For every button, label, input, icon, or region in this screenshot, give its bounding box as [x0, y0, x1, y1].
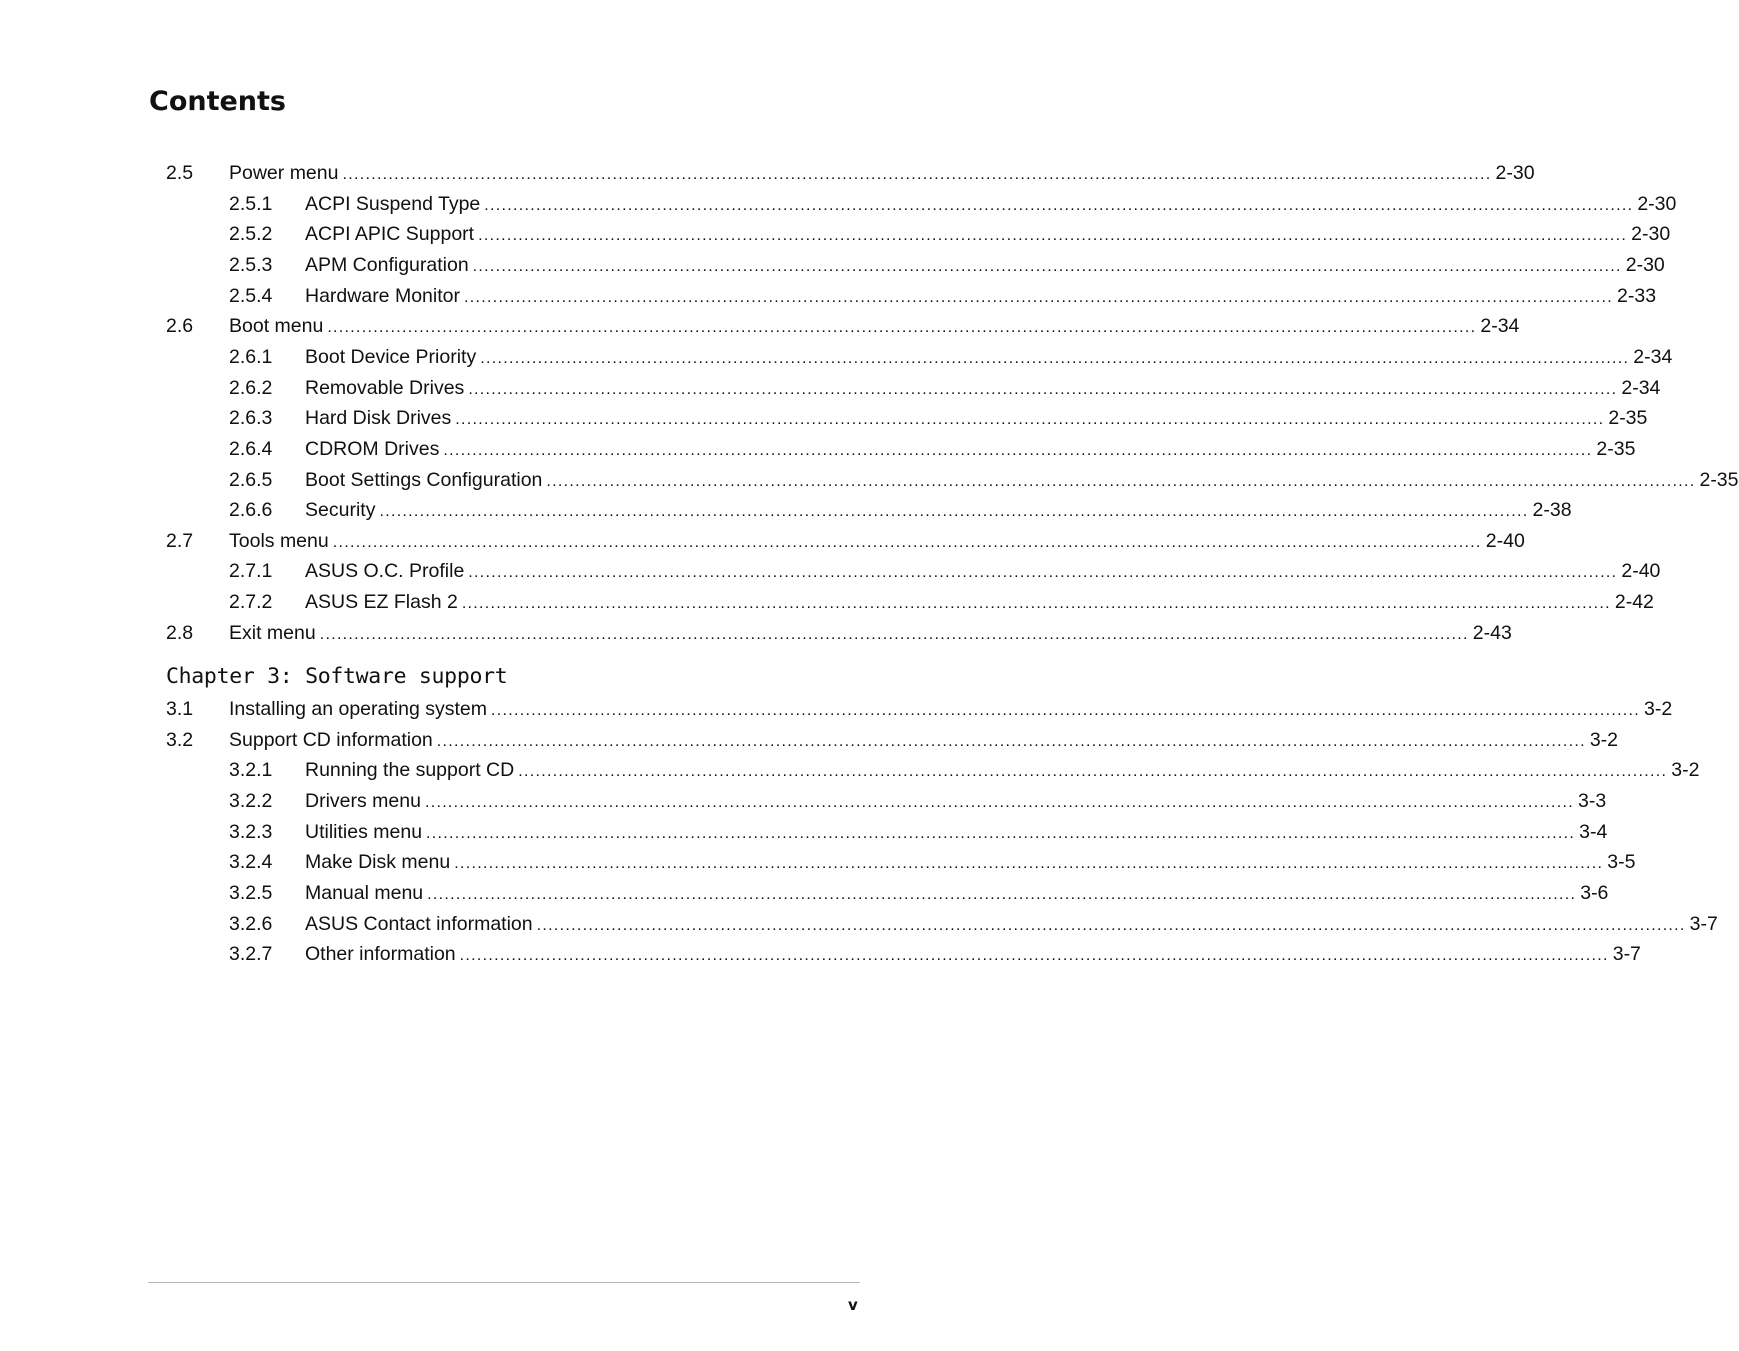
toc-entry-label: Exit menu	[229, 621, 316, 644]
toc-entry-label: Other information	[305, 943, 456, 966]
toc-entry-number: 2.6.1	[229, 345, 273, 368]
toc-entry-page: 3-3	[1578, 789, 1607, 812]
toc-leader-dots: ........................................................................................................................................................................................................	[546, 472, 1696, 490]
toc-entry-number: 3.2.2	[229, 789, 273, 812]
toc-entry-number: 2.7.2	[229, 591, 273, 614]
page-number: v	[848, 1296, 858, 1314]
toc-leader-dots: ........................................................................................................................................................................................................	[461, 595, 1611, 613]
toc-leader-dots: ........................................................................................................................................................................................................	[518, 763, 1668, 781]
toc-entry-label: Manual menu	[305, 881, 424, 904]
toc-entry-number: 3.2.6	[229, 912, 273, 935]
toc-entry-page: 3-7	[1612, 943, 1641, 966]
toc-leader-dots: ........................................................................................................................................................................................................	[327, 319, 1477, 337]
toc-entry-number: 2.5.4	[229, 284, 273, 307]
toc-leader-dots: ........................................................................................................................................................................................................	[454, 855, 1604, 873]
toc-entry-page: 3-6	[1580, 881, 1609, 904]
toc-entry-page: 2-30	[1625, 253, 1665, 276]
toc-entry-label: Make Disk menu	[305, 851, 451, 874]
toc-entry-number: 2.8	[166, 621, 194, 644]
toc-entry-number: 3.2	[166, 728, 194, 751]
toc-leader-dots: ........................................................................................................................................................................................................	[478, 227, 1628, 245]
toc-entry-label: Hardware Monitor	[305, 284, 460, 307]
toc-entry-number: 2.5	[166, 162, 194, 184]
toc-entry	[166, 311, 1520, 341]
toc-entry-page: 2-34	[1633, 345, 1673, 368]
toc-entry-number: 3.2.7	[229, 943, 273, 966]
toc-entry-page: 2-35	[1699, 468, 1739, 491]
toc-entry-label: Boot Settings Configuration	[305, 468, 543, 491]
toc-entry	[229, 847, 1636, 877]
toc-entry-number: 2.6.4	[229, 437, 273, 460]
toc-entry	[229, 587, 1654, 617]
toc-entry-page: 2-34	[1621, 376, 1661, 399]
toc-entry-label: Utilities menu	[305, 820, 423, 843]
toc-leader-dots: ........................................................................................................................................................................................................	[426, 824, 1576, 842]
toc-entry-page: 3-2	[1671, 759, 1700, 782]
toc-entry	[229, 342, 1673, 372]
toc-entry	[229, 878, 1609, 908]
toc-entry	[229, 373, 1661, 403]
toc-entry-number: 3.2.5	[229, 881, 273, 904]
toc-entry-page: 3-2	[1644, 698, 1673, 720]
toc-leader-dots: ........................................................................................................................................................................................................	[424, 793, 1575, 811]
toc-entry-number: 2.6.3	[229, 407, 273, 430]
toc-entry-label: Running the support CD	[305, 759, 515, 782]
toc-leader-dots: ........................................................................................................................................................................................................	[468, 380, 1618, 398]
toc-leader-dots: ........................................................................................................................................................................................................	[455, 411, 1605, 429]
toc-entry-page: 3-4	[1579, 820, 1608, 843]
toc-entry-label: CDROM Drives	[305, 437, 440, 460]
toc-entry-number: 2.6.2	[229, 376, 273, 399]
toc-entry	[229, 556, 1661, 586]
toc-leader-dots: ........................................................................................................................................................................................................	[490, 702, 1641, 719]
toc-leader-dots: ........................................................................................................................................................................................................	[436, 732, 1586, 750]
toc-leader-dots: ........................................................................................................................................................................................................	[427, 885, 1577, 903]
toc-leader-dots: ........................................................................................................................................................................................................	[484, 196, 1634, 214]
toc-entry-number: 2.7.1	[229, 560, 273, 583]
toc-entry	[166, 694, 1673, 724]
toc-entry-number: 3.1	[166, 698, 194, 720]
toc-leader-dots: ........................................................................................................................................................................................................	[468, 564, 1618, 582]
toc-entry-number: 3.2.1	[229, 759, 273, 782]
toc-entry-label: ACPI Suspend Type	[305, 192, 481, 215]
toc-entry-page: 2-40	[1621, 560, 1661, 583]
toc-leader-dots: ........................................................................................................................................................................................................	[463, 288, 1614, 306]
toc-entry	[229, 434, 1636, 464]
toc-entry	[166, 158, 1535, 188]
toc-entry	[229, 403, 1648, 433]
toc-entry-label: Tools menu	[229, 529, 329, 552]
toc-entry-label: Removable Drives	[305, 376, 465, 399]
toc-entry-page: 3-5	[1607, 851, 1636, 874]
toc-entry	[229, 786, 1607, 816]
toc-entry	[166, 526, 1525, 556]
toc-entry	[229, 219, 1671, 249]
toc-leader-dots: ........................................................................................................................................................................................................	[472, 257, 1622, 275]
toc-entry	[166, 618, 1512, 648]
chapter-3-heading: Chapter 3: Software support	[166, 664, 508, 689]
toc-entry-page: 2-42	[1614, 591, 1654, 614]
toc-entry	[229, 465, 1739, 495]
toc-entry-label: Hard Disk Drives	[305, 407, 452, 430]
toc-entry-label: Boot menu	[229, 315, 324, 338]
toc-entry-label: ACPI APIC Support	[305, 223, 475, 246]
toc-entry-number: 2.5.1	[229, 192, 273, 215]
toc-entry-label: Installing an operating system	[229, 698, 487, 720]
toc-leader-dots: ........................................................................................................................................................................................................	[480, 349, 1630, 367]
toc-entry-number: 3.2.3	[229, 820, 273, 843]
toc-entry-number: 2.6.6	[229, 499, 273, 522]
toc-entry-label: Drivers menu	[305, 789, 421, 812]
toc-entry-number: 2.5.2	[229, 223, 273, 246]
toc-entry-page: 2-33	[1617, 284, 1657, 307]
toc-entry-page: 2-40	[1485, 529, 1525, 552]
toc-entry	[229, 817, 1608, 847]
toc-entry	[229, 909, 1718, 939]
toc-entry	[229, 939, 1641, 969]
toc-entry-number: 2.6	[166, 315, 194, 338]
toc-leader-dots: ........................................................................................................................................................................................................	[459, 947, 1609, 965]
toc-entry	[229, 281, 1657, 311]
toc-entry-page: 2-30	[1631, 223, 1671, 246]
toc-entry-label: ASUS Contact information	[305, 912, 533, 935]
toc-leader-dots: ........................................................................................................................................................................................................	[536, 916, 1686, 934]
toc-entry-number: 2.7	[166, 529, 194, 552]
toc-leader-dots: ........................................................................................................................................................................................................	[342, 166, 1492, 183]
toc-entry-label: APM Configuration	[305, 253, 469, 276]
toc-leader-dots: ........................................................................................................................................................................................................	[319, 625, 1469, 643]
toc-entry-page: 2-43	[1472, 621, 1512, 644]
toc-entry	[229, 189, 1677, 219]
toc-entry	[229, 495, 1572, 525]
toc-entry-page: 2-30	[1495, 162, 1535, 184]
toc-entry-label: Security	[305, 499, 376, 522]
toc-entry	[229, 755, 1700, 785]
toc-leader-dots: ........................................................................................................................................................................................................	[332, 533, 1482, 551]
toc-entry-page: 3-2	[1589, 728, 1619, 751]
page-title: Contents	[149, 86, 287, 117]
toc-entry-page: 2-35	[1608, 407, 1648, 430]
toc-entry	[166, 725, 1619, 755]
toc-entry-page: 3-7	[1689, 912, 1718, 935]
toc-entry-number: 2.6.5	[229, 468, 273, 491]
toc-entry-label: Support CD information	[229, 728, 433, 751]
toc-entry-number: 3.2.4	[229, 851, 273, 874]
toc-entry-page: 2-38	[1532, 499, 1572, 522]
toc-entry-label: ASUS O.C. Profile	[305, 560, 465, 583]
toc-entry-label: Power menu	[229, 162, 339, 184]
toc-entry-label: ASUS EZ Flash 2	[305, 591, 458, 614]
toc-entry-page: 2-34	[1480, 315, 1520, 338]
toc-entry	[229, 250, 1665, 280]
footer-divider	[148, 1282, 860, 1283]
toc-entry-label: Boot Device Priority	[305, 345, 477, 368]
toc-leader-dots: ........................................................................................................................................................................................................	[379, 503, 1529, 521]
toc-entry-page: 2-35	[1596, 437, 1636, 460]
toc-entry-page: 2-30	[1637, 192, 1677, 215]
toc-leader-dots: ........................................................................................................................................................................................................	[443, 441, 1593, 459]
toc-entry-number: 2.5.3	[229, 253, 273, 276]
